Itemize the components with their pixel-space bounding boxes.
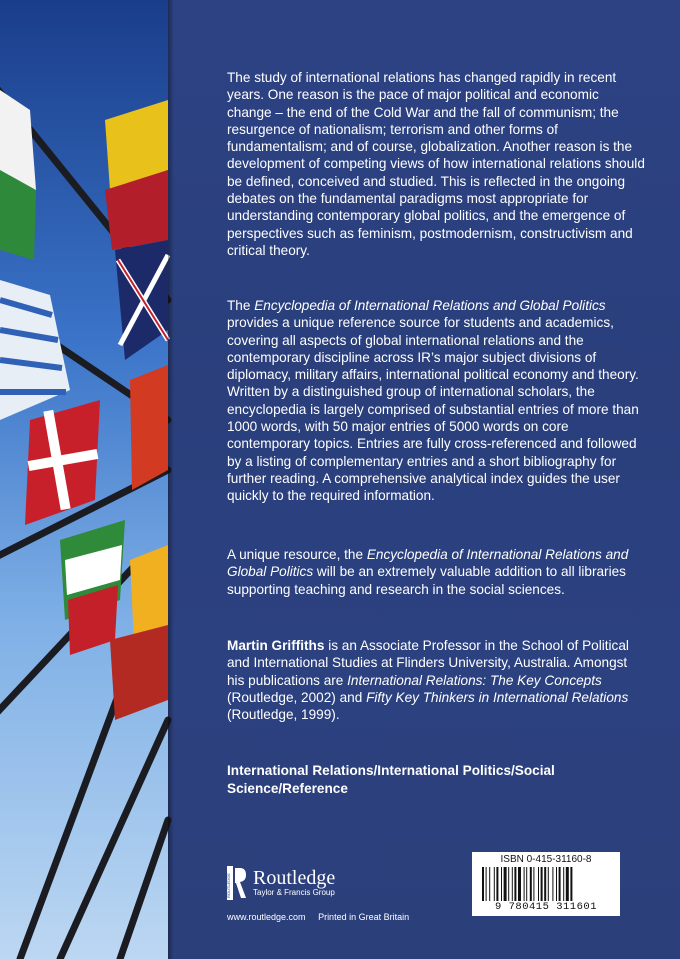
value-paragraph [227,546,645,598]
barcode-bar [552,867,553,901]
barcode-bar [494,867,495,901]
footer [227,912,419,922]
barcode-bar [526,867,527,901]
publisher-name: Routledge [253,867,336,889]
publisher-group: Taylor & Francis Group [253,888,335,897]
barcode-bar [556,867,557,901]
barcode-digits: 9 780415 311601 [494,901,597,913]
barcode-bar [482,867,484,901]
spine-mark: ROUTLEDGE [226,873,231,898]
publication-title: Fifty Key Thinkers in International Relations [366,689,629,705]
book-title: Encyclopedia of International Relations and Global Politics [254,298,606,313]
barcode-bar [570,867,572,901]
author-bio-text: is an Associate Professor in the School of Political and International Studies at Flinders University, Australia. Amongst his publications are [227,638,629,688]
barcode-bar [566,867,569,901]
scope-text-start: The [227,298,255,313]
scope-paragraph [227,297,645,505]
barcode-bar [501,867,502,901]
barcode-bar [508,867,509,901]
author-bio [227,637,645,723]
flags-photo [0,0,168,959]
barcode-icon [482,867,610,901]
isbn-number: ISBN 0-415-31160-8 [500,854,592,865]
publisher-logo [227,866,335,900]
barcode-bar [544,867,546,901]
barcode-bar [524,867,525,901]
book-title: Encyclopedia of International Relations and Global Politics [227,547,629,580]
intro-paragraph: The study of international relations has changed rapidly in recent years. One reason is the pace of major political and economic change – the end of the Cold War and the fall of communism; the resurgence of nationalism; terrorism and other forms of fundamentalism; and of course, globalization. Another reason is the development of competing views of how international relations should be defined, conceived and studied. This is reflected in the ongoing debates on the fundamental paradigms most appropriate for understanding contemporary global politics, and the emergence of perspectives such as feminism, postmodernism, constructivism and critical theory. [227,70,645,258]
barcode-bar [489,867,490,901]
barcode-bar [538,867,539,901]
barcode-bar [559,867,561,901]
barcode-bar [518,867,521,901]
barcode-bar [530,867,532,901]
author-bio-text: (Routledge, 1999). [227,707,340,723]
spine-shadow [168,0,174,959]
flags-illustration [0,0,168,959]
value-text-start: A unique resource, the [227,547,367,562]
barcode-bar [548,867,549,901]
routledge-r-icon [227,866,247,900]
printed-note: Printed in Great Britain [318,912,410,922]
publication-title: International Relations: The Key Concepts [347,672,602,688]
author-bio-text: (Routledge, 2002) and [227,689,367,705]
author-name: Martin Griffiths [227,638,325,653]
barcode-bar [563,867,564,901]
barcode-bar [504,867,507,901]
barcode-bar [533,867,534,901]
barcode-bar [496,867,498,901]
barcode-bar [512,867,513,901]
subject-category: International Relations/International Politics/Social Science/Reference [227,763,555,796]
scope-text-rest: provides a unique reference source for students and academics, covering all aspects of global international relations and the contemporary discipline across IR’s major subject divisions of diplomacy, military affairs, international political economy and theory. Written by a distinguished group of international scholars, the encyclopedia is largely comprised of substantial entries of more than 1000 words, with 50 major entries of 5000 words on core contemporary topics. Entries are fully cross-referenced and followed by a listing of complementary entries and a short bibliography for further reading. A comprehensive analytical index guides the user quickly to the required information. [227,315,639,504]
barcode-bar [514,867,516,901]
website-link[interactable]: www.routledge.com [227,912,306,922]
value-text-rest: will be an extremely valuable addition to all libraries supporting teaching and research in the social sciences. [227,564,626,597]
isbn-barcode [472,852,620,916]
barcode-bar [486,867,487,901]
barcode-bar [541,867,543,901]
